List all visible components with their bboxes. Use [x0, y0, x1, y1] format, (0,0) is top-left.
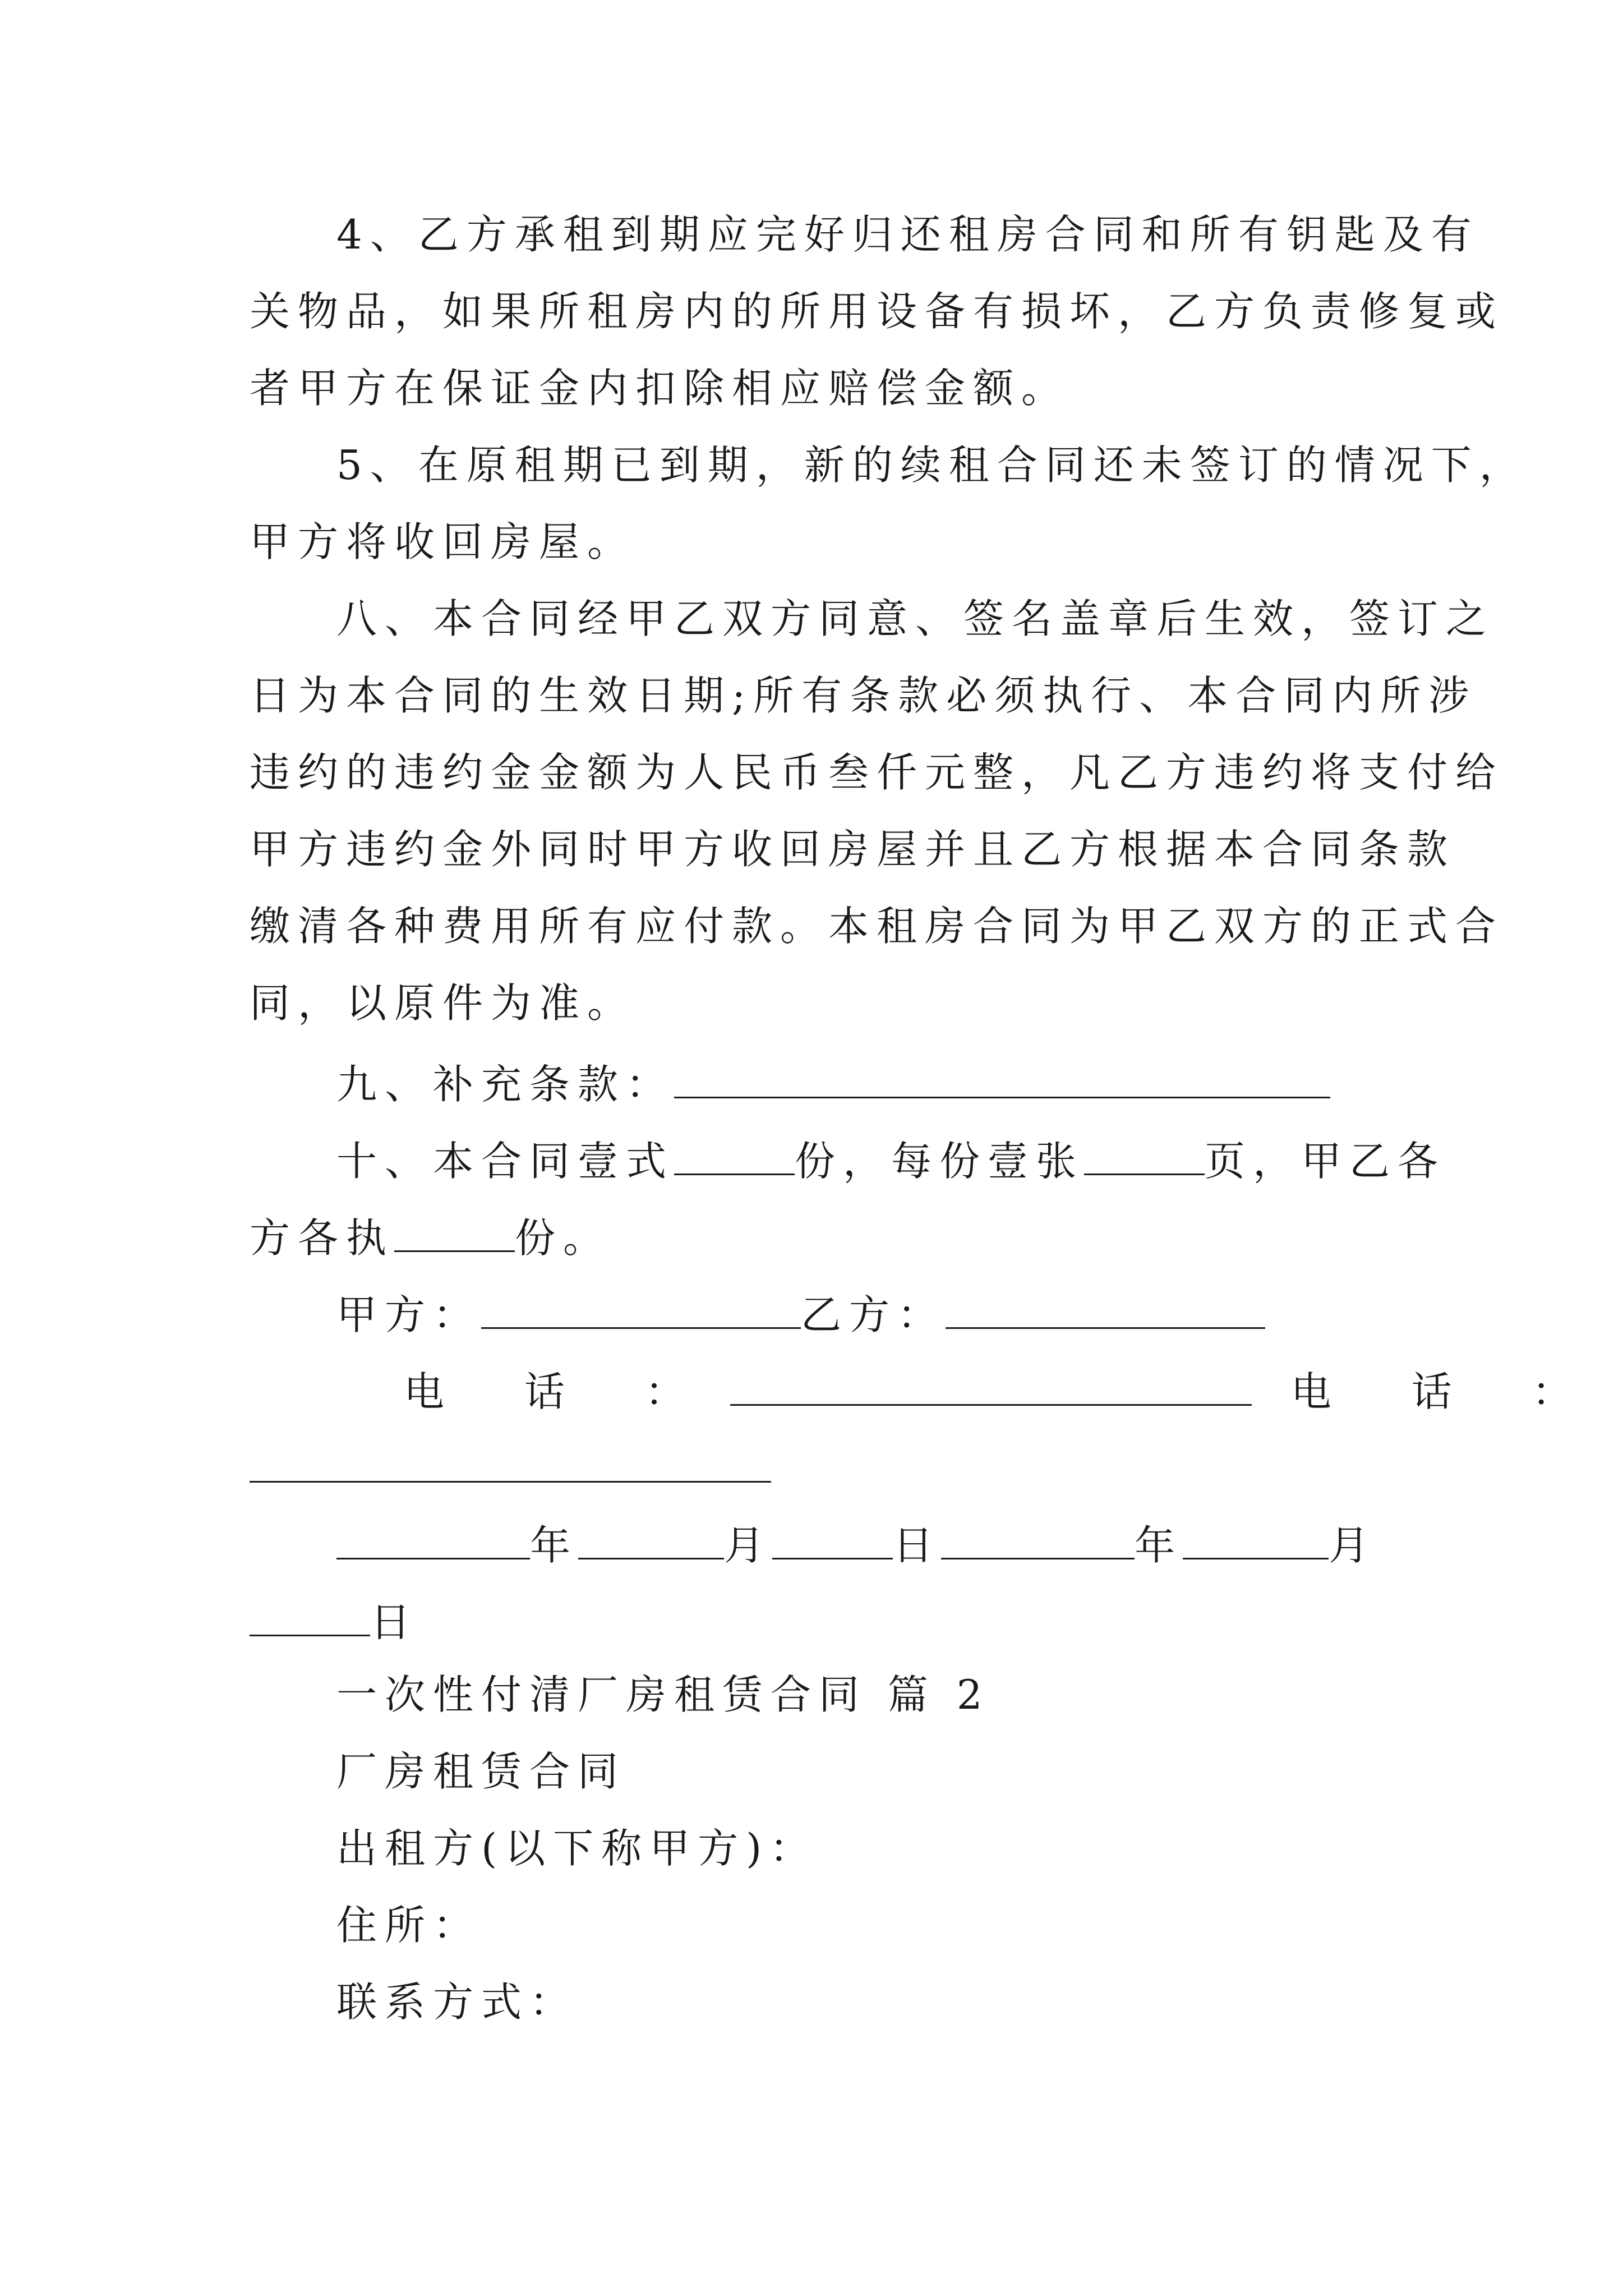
clause-10-text-b: 份，每份壹张 [795, 1138, 1085, 1185]
date-line [336, 1514, 1388, 1568]
section-2-title: 厂房租赁合同 [336, 1748, 626, 1795]
clause-4-line-1: 4、乙方承租到期应完好归还租房合同和所有钥匙及有 [336, 211, 1479, 258]
party-a-label: 甲方： [336, 1291, 482, 1338]
party-a-month-blank[interactable] [578, 1514, 724, 1559]
day-label-b: 日 [370, 1599, 419, 1646]
party-a-phone-blank[interactable] [730, 1360, 1252, 1406]
clause-10-line-1 [336, 1130, 1446, 1185]
address-label: 住所： [336, 1902, 482, 1949]
party-b-day-blank[interactable] [250, 1591, 370, 1636]
clause-4-line-3: 者甲方在保证金内扣除相应赔偿金额。 [250, 365, 1070, 412]
month-label-a: 月 [724, 1522, 773, 1569]
clause-10-text-a: 十、本合同壹式 [336, 1138, 675, 1185]
year-label-b: 年 [1135, 1522, 1183, 1569]
phone-line-2 [250, 1437, 1388, 1491]
party-b-month-blank[interactable] [1183, 1514, 1329, 1559]
copies-count-blank[interactable] [674, 1130, 795, 1175]
section-2-heading: 一次性付清厂房租赁合同 篇 2 [336, 1671, 990, 1718]
party-a-year-blank[interactable] [336, 1514, 530, 1559]
clause-8-line-4: 甲方违约金外同时甲方收回房屋并且乙方根据本合同条款 [250, 826, 1456, 873]
day-label-a: 日 [893, 1522, 942, 1569]
phone-line [404, 1360, 1606, 1415]
party-b-phone-blank[interactable] [250, 1437, 771, 1483]
clause-9-label: 九、补充条款： [336, 1061, 675, 1108]
year-label-a: 年 [530, 1522, 579, 1569]
party-a-day-blank[interactable] [772, 1514, 893, 1559]
signature-parties [336, 1283, 1388, 1337]
clause-10-text-e: 份。 [515, 1214, 612, 1262]
party-b-year-blank[interactable] [941, 1514, 1135, 1559]
phone-label-b: 电 话 ： [1290, 1368, 1606, 1415]
clause-8-line-5: 缴清各种费用所有应付款。本租房合同为甲乙双方的正式合 [250, 903, 1504, 950]
date-line-2 [250, 1591, 1388, 1645]
clause-4-line-2: 关物品，如果所租房内的所用设备有损坏，乙方负责修复或 [250, 288, 1504, 335]
party-b-label: 乙方： [801, 1291, 946, 1338]
clause-8-line-3: 违约的违约金金额为人民币叁仟元整，凡乙方违约将支付给 [250, 749, 1504, 796]
contact-label: 联系方式： [336, 1978, 578, 2026]
clause-8-line-1: 八、本合同经甲乙双方同意、签名盖章后生效，签订之 [336, 595, 1495, 642]
party-a-signature-blank[interactable] [481, 1283, 801, 1329]
clause-10-line-2 [250, 1207, 1388, 1260]
month-label-b: 月 [1329, 1522, 1377, 1569]
clause-5-line-1: 5、在原租期已到期，新的续租合同还未签订的情况下， [336, 441, 1528, 489]
party-b-signature-blank[interactable] [946, 1283, 1265, 1329]
phone-label-a: 电 话 ： [404, 1368, 719, 1415]
clause-9 [336, 1053, 1388, 1107]
pages-count-blank[interactable] [1084, 1130, 1205, 1175]
clause-5-line-2: 甲方将收回房屋。 [250, 518, 636, 565]
clause-10-text-c: 页，甲乙各 [1205, 1138, 1446, 1185]
supplementary-terms-blank[interactable] [674, 1053, 1330, 1098]
each-party-copies-blank[interactable] [394, 1207, 515, 1252]
clause-8-line-2: 日为本合同的生效日期;所有条款必须执行、本合同内所涉 [250, 672, 1477, 719]
lessor-label: 出租方(以下称甲方)： [336, 1825, 818, 1872]
clause-10-text-d: 方各执 [250, 1214, 395, 1262]
clause-8-line-6: 同，以原件为准。 [250, 979, 636, 1027]
